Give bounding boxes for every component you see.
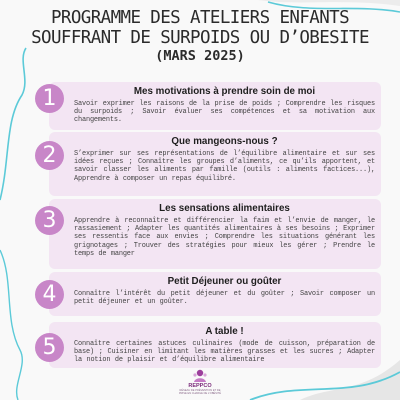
wave-left-swirl xyxy=(0,48,26,200)
workshop-text: Savoir exprimer les raisons de la prise de poids ; Comprendre les risques du surpoids ; Savoir évaluer ses compétences et sa motivation aux changements. xyxy=(74,100,375,125)
page-title xyxy=(0,8,400,64)
logo-name: REPPCO xyxy=(188,383,212,389)
title-line-1: PROGRAMME DES ATELIERS ENFANTS xyxy=(50,8,350,28)
title-line-2: SOUFFRANT DE SURPOIDS OU D’OBESITE xyxy=(31,28,369,48)
workshop-number-badge: 1 xyxy=(35,84,64,113)
logo-subtitle: RÉSEAU DE PRÉVENTION ET DE PRISE EN CHARGE DE L’OBÉSITÉ xyxy=(178,389,222,395)
workshop-card-2 xyxy=(49,132,381,196)
logo-mark-icon xyxy=(192,369,208,383)
wave-left-bottom xyxy=(0,250,22,400)
workshop-heading: Les sensations alimentaires xyxy=(159,203,290,214)
workshop-card-1 xyxy=(49,82,381,130)
workshop-number-badge: 4 xyxy=(35,280,64,309)
workshop-number-badge: 5 xyxy=(35,333,64,362)
workshop-heading: A table ! xyxy=(205,326,244,337)
workshop-card-3 xyxy=(49,199,381,269)
workshop-text: S’exprimer sur ses représentations de l’équilibre alimentaire et sur ses idées reçues ; Connaître les groupes d’aliments, ce qu’ils apportent, et savoir classer les aliments par famille (outils : aliments factices...), Apprendre à composer un repas équilibré. xyxy=(74,150,375,183)
title-line-3: (MARS 2025) xyxy=(155,48,245,64)
workshop-heading: Petit Déjeuner ou goûter xyxy=(167,276,282,287)
workshop-heading: Mes motivations à prendre soin de moi xyxy=(133,86,316,97)
workshop-number-badge: 3 xyxy=(35,206,64,235)
reppco-logo xyxy=(176,369,224,400)
workshop-text: Connaître certaines astuces culinaires (mode de cuisson, préparation de base) ; Cuisiner en limitant les matières grasses et les sucres ; Adapter la notion de plaisir et d’équilibre alimentaire xyxy=(74,340,375,365)
workshop-number-badge: 2 xyxy=(35,141,64,170)
workshop-text: Apprendre à reconnaître et différencier la faim et l’envie de manger, le rassasiement ; Adapter les quantités alimentaires à ses besoins ; Exprimer ses ressentis face aux envies ; Comprendre les situations générant les grignotages ; Trouver des stratégies pour mieux les gérer ; Prendre le temps de manger xyxy=(74,217,375,258)
workshop-card-5 xyxy=(49,322,381,368)
workshop-text: Connaître l’intérêt du petit déjeuner et du goûter ; Savoir composer un petit déjeuner et un goûter. xyxy=(74,290,375,307)
workshop-card-4 xyxy=(49,272,381,316)
workshop-heading: Que mangeons-nous ? xyxy=(171,136,278,147)
